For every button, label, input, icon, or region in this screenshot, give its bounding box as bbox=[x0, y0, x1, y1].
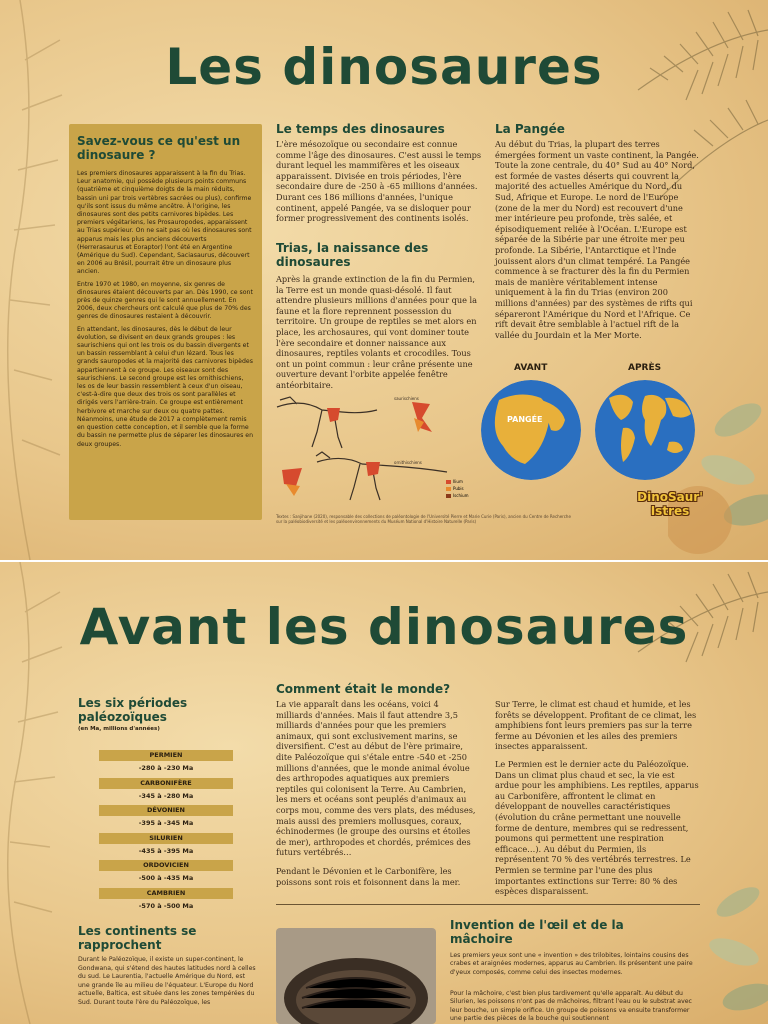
legend-ilium: Ilium bbox=[453, 479, 463, 484]
info-sidebar bbox=[69, 124, 262, 520]
globe-label-avant: AVANT bbox=[514, 363, 548, 373]
period-range: -500 à -435 Ma bbox=[138, 874, 194, 882]
label-saurischiens: saurischiens bbox=[394, 396, 419, 401]
sidebar-paragraph: En attendant, les dinosaures, dès le début de leur évolution, se divisent en deux grands groupes : les saurischiens qui ont les trois os du bassin divergents et un bassin ressemblant à celui d'un lézard. Tous les grands sauropodes et la majorité des carnivores bipèdes appartiennent à ce groupe. Les oiseaux sont des saurischiens. Le second groupe est les ornithischiens, les os de leur bassin ressemblent à ceux d'un oiseau, c'est-à-dire que deux des trois os sont parallèles et dirigés vers l'arrière-train. Ce groupe est entièrement herbivore et marche sur deux ou quatre pattes. Néanmoins, une étude de 2017 a complètement remis en question cette conception, et il semble que la forme du bassin ne permette plus de séparer les dinosaures en deux groupes. bbox=[77, 325, 253, 448]
globe-modern bbox=[595, 380, 695, 480]
section-text-trias: Après la grande extinction de la fin du Permien, la Terre est un monde quasi-désolé. Il faut attendre plusieurs millions d'années pour que la faune et la flore reprennent possession du territoire. Un groupe de reptiles se met alors en place, les archosaures, qui vont dominer toute l'ère secondaire et donner naissance aux dinosaures, reptiles volants et crocodiles. Tous ont un point commun : leur crâne présente une ouverture devant l'orbite appelée fenêtre antéorbitaire. bbox=[276, 274, 478, 390]
globe-pangea bbox=[481, 380, 581, 480]
sidebar-paragraph: Les premiers dinosaures apparaissent à la fin du Trias. Leur anatomie, qui possède plusieurs points communs (quatrième et cinquième doigts de la main réduits, bassin uni par trois vertèbres sacrées ou plus), confirme qu'ils sont issus du même ancêtre. À l'origine, les dinosaures sont des petits carnivores bipèdes. Les premiers végétariens, les Prosauropodes, apparaissent au Trias supérieur. On ne sait pas où les dinosaures sont apparus mais les plus anciens découverts (Herrerasaurus et Eoraptor) l'ont été en Argentine (Amérique du Sud). Cependant, Saciasaurus, découvert en 2006 au Brésil, pourrait être un dinosaure plus ancien. bbox=[77, 170, 252, 276]
section-text-monde-2: Pendant le Dévonien et le Carbonifère, les poissons sont rois et foisonnent dans la mer. bbox=[276, 866, 461, 887]
leaf-decoration-bottom-right bbox=[688, 862, 768, 1024]
period-range: -570 à -500 Ma bbox=[138, 901, 194, 910]
section-text-monde-4: Le Permien est le dernier acte du Paléozoïque. Dans un climat plus chaud et sec, la vie est ardue pour les amphibiens. Les reptiles, apparus au Carbonifère, affrontent le climat en développant de nouvelles caractéristiques (évolution du crâne permettant une nouvelle forme de denture, membres qui se redressent, poumons qui permettent une respiration efficace…). Au début du Permien, ils représentent 70 % des vertébrés terrestres. Le Permien se termine par l'une des plus importantes extinctions sur Terre: 80 % des espèces disparaissent. bbox=[495, 759, 699, 897]
divider-line bbox=[276, 904, 700, 905]
page-title: Les dinosaures bbox=[165, 38, 603, 96]
section-title-pangee: La Pangée bbox=[495, 122, 565, 136]
periods-subtitle: (en Ma, millions d'années) bbox=[78, 726, 160, 732]
section-text-oeil-2: Pour la mâchoire, c'est bien plus tardivement qu'elle apparaît. Au début du Silurien, les poissons n'ont pas de mâchoires, filtrant l'eau ou le substrat avec leur bouche, un simple orifice. Un groupe de poissons va ensuite transformer une partie des pièces de la bouche qui soutiennent bbox=[450, 990, 692, 1023]
continents-text: Durant le Paléozoïque, il existe un super-continent, le Gondwana, qui s'étend des hautes latitudes nord à celles du sud. Le Laurentia, l'actuelle Amérique du Nord, est une grande île au milieu de l'équateur. L'Europe du Nord actuelle, Baltica, est située dans les zones tempérées du Sud. Durant toute l'ère du Paléozoïque, les bbox=[78, 956, 256, 1006]
credit-text: Textes : Sanjihane (2020), responsable des collections de paléontologie de l'Université Pierre et Marie Curie (Paris), ancien du Centre de Recherche sur la paléobiodiversité et les paléoenvironnements du Muséum National d'Histoire Naturelle (Paris) bbox=[276, 514, 571, 524]
period-range: -435 à -395 Ma bbox=[138, 846, 194, 855]
section-text-temps: L'ère mésozoïque ou secondaire est connue comme l'âge des dinosaures. C'est aussi le temps durant lequel les mammifères et les oiseaux apparaissent. Divisée en trois périodes, l'ère secondaire dure de -250 à -65 millions d'années. Durant ces 186 millions d'années, l'unique continent, appelé Pangée, va se disloquer pour former progressivement des continents isolés. bbox=[276, 139, 482, 224]
section-text-oeil-1: Les premiers yeux sont une « invention » des trilobites, lointains cousins des crabes et araignées modernes, apparus au Cambrien. Ils présentent une paire d'yeux composés, comme celui des insectes modernes. bbox=[450, 952, 693, 976]
period-range: -280 à -230 Ma bbox=[138, 764, 194, 772]
section-title-trias: Trias, la naissance des dinosaures bbox=[276, 241, 429, 269]
sidebar-title: Savez-vous ce qu'est un dinosaure ? bbox=[77, 134, 241, 162]
saurischian-skeleton bbox=[277, 397, 377, 448]
period-name: CARBONIFÈRE bbox=[99, 778, 233, 789]
period-name: PERMIEN bbox=[99, 750, 233, 761]
sidebar-paragraph: Entre 1970 et 1980, en moyenne, six genres de dinosaures étaient découverts par an. Dès 1990, ce sont près de quinze genres qui le sont annuellement. En 2006, deux chercheurs ont calculé que plus de 70% des genres de dinosaures restaient à découvrir. bbox=[77, 280, 253, 321]
legend-ischium: Ischium bbox=[453, 493, 469, 498]
label-ornithischiens: ornithischiens bbox=[394, 460, 422, 465]
page-title: Avant les dinosaures bbox=[79, 598, 689, 656]
periods-title: Les six périodes paléozoïques bbox=[78, 696, 188, 724]
continents-title: Les continents se rapprochent bbox=[78, 924, 197, 952]
section-text-pangee: Au début du Trias, la plupart des terres émergées forment un vaste continent, la Pangée. Toute la zone centrale, du 40° Sud au 40° Nord, est formée de vastes déserts qui couvrent la majorité des actuelles Amérique du Nord, du Sud, Afrique et Europe. Le nord de l'Europe (zone de la mer du Nord) est recouvert d'une mer intérieure peu profonde, très salée, et épisodiquement reliée à l'Océan. L'Europe est séparée de la Sibérie par une étroite mer peu profonde. La Sibérie, l'Antarctique et l'Inde jouissent alors d'un climat tempéré. La Pangée commence à se fracturer dès la fin du Permien mais de manière véritablement intense uniquement à la fin du Trias (environ 200 millions d'années) par des systèmes de rifts qui sépareront l'Amérique du Nord et l'Afrique. Ce rift devait être semblable à l'actuel rift de la vallée du Jourdain et la Mer Morte. bbox=[495, 139, 699, 340]
period-range: -345 à -280 Ma bbox=[138, 791, 194, 800]
pelvis-diagram bbox=[272, 392, 482, 512]
period-name: ORDOVICIEN bbox=[99, 860, 233, 871]
section-text-monde-1: La vie apparaît dans les océans, voici 4 milliards d'années. Mais il faut attendre 3,5 milliards d'années pour que les premiers animaux, qui sont exclusivement marins, se diversifient. C'est au début de l'ère primaire, dite Paléozoïque qui s'étale entre -540 et -250 millions d'années, que le monde animal évolue des arthropodes aquatiques aux premiers reptiles qui colonisent la Terre. Au Cambrien, les mers et océans sont peuplés d'animaux au corps mou, comme des vers plats, des méduses, mais aussi des premiers mollusques, coraux, échinodermes (le groupe des oursins et étoiles de mer), arthropodes et chordés, prémices des futurs vertébrés… bbox=[276, 699, 476, 858]
period-name: CAMBRIEN bbox=[99, 888, 233, 899]
section-text-monde-3: Sur Terre, le climat est chaud et humide, et les forêts se développent. Profitant de ce climat, les amphibiens font leurs premiers pas sur la terre ferme au Dévonien et les ailes des premiers insectes apparaissent. bbox=[495, 699, 697, 752]
ornithischian-skeleton bbox=[316, 452, 447, 500]
section-title-monde: Comment était le monde? bbox=[276, 682, 451, 696]
poster-avant-les-dinosaures bbox=[0, 562, 768, 1024]
trilobite-fossil-image bbox=[276, 928, 436, 1024]
globe-text-pangee: PANGÉE bbox=[507, 415, 543, 424]
globe-label-apres: APRÈS bbox=[628, 363, 662, 373]
logo-dinosaur-istres: DinoSaur' Istres bbox=[637, 490, 703, 518]
section-title-oeil: Invention de l'œil et de la mâchoire bbox=[450, 918, 624, 946]
legend-pubis: Pubis bbox=[453, 486, 464, 491]
period-range: -395 à -345 Ma bbox=[138, 819, 194, 827]
period-name: DÉVONIEN bbox=[99, 805, 233, 816]
period-name: SILURIEN bbox=[99, 833, 233, 844]
section-title-temps: Le temps des dinosaures bbox=[276, 122, 445, 136]
